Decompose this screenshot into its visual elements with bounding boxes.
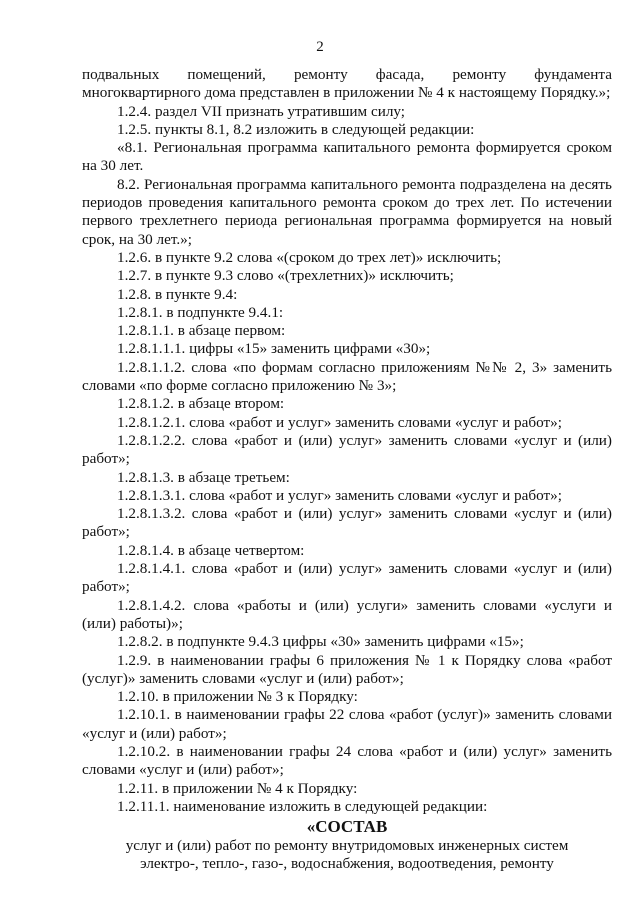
paragraph: 1.2.10.2. в наименовании графы 24 слова «работ и (или) услуг» заменить словами «услуг и (или) работ»; xyxy=(82,742,612,779)
paragraph: 1.2.8.1.3. в абзаце третьем: xyxy=(117,468,290,486)
paragraph: 1.2.8.1.3.1. слова «работ и услуг» заменить словами «услуг и работ»; xyxy=(117,486,562,504)
paragraph: 1.2.8.1. в подпункте 9.4.1: xyxy=(117,303,284,321)
paragraph: 1.2.8.1.2. в абзаце втором: xyxy=(117,395,285,413)
paragraph: 1.2.7. в пункте 9.3 слово «(трехлетних)» исключить; xyxy=(117,267,454,285)
paragraph: 1.2.8.1.1. в абзаце первом: xyxy=(117,322,286,340)
paragraph: 1.2.8.1.2.2. слова «работ и (или) услуг» заменить словами «услуг и (или) работ»; xyxy=(82,431,612,468)
paragraph: 1.2.4. раздел VII признать утратившим силу; xyxy=(117,102,406,120)
paragraph: 1.2.8.1.4.2. слова «работы и (или) услуги» заменить словами «услуги и (или) работы)»; xyxy=(82,596,612,632)
paragraph: 1.2.9. в наименовании графы 6 приложения № 1 к Порядку слова «работ (услуг)» заменить словами «услуг и (или) работ»; xyxy=(82,651,612,687)
paragraph: 1.2.8.2. в подпункте 9.4.3 цифры «30» заменить цифрами «15»; xyxy=(117,633,524,651)
document-body xyxy=(82,66,612,874)
paragraph: 1.2.8.1.4.1. слова «работ и (или) услуг» заменить словами «услуг и (или) работ»; xyxy=(82,560,612,596)
paragraph: 1.2.8. в пункте 9.4: xyxy=(117,285,238,303)
paragraph: подвальных помещений, ремонту фасада, ремонту фундамента многоквартирного дома представлен в приложении № 4 к настоящему Порядку.»; xyxy=(82,66,612,102)
page-number: 2 xyxy=(316,39,324,55)
paragraph: 1.2.6. в пункте 9.2 слова «(сроком до трех лет)» исключить; xyxy=(117,248,502,266)
section-heading: «СОСТАВ xyxy=(306,817,388,837)
paragraph: 1.2.8.1.1.1. цифры «15» заменить цифрами «30»; xyxy=(117,340,431,358)
paragraph: «8.1. Региональная программа капитального ремонта формируется сроком на 30 лет. xyxy=(82,139,612,175)
paragraph: 1.2.8.1.3.2. слова «работ и (или) услуг» заменить словами «услуг и (или) работ»; xyxy=(82,505,612,541)
paragraph: 1.2.11. в приложении № 4 к Порядку: xyxy=(117,779,358,797)
paragraph: 1.2.8.1.2.1. слова «работ и услуг» заменить словами «услуг и работ»; xyxy=(117,413,562,431)
paragraph: 1.2.8.1.1.2. слова «по формам согласно приложениям №№ 2, 3» заменить словами «по форме согласно приложению № 3»; xyxy=(82,358,612,395)
paragraph: 1.2.8.1.4. в абзаце четвертом: xyxy=(117,541,305,559)
paragraph: 1.2.10.1. в наименовании графы 22 слова «работ (услуг)» заменить словами «услуг и (или) работ»; xyxy=(82,706,612,742)
heading-subtitle-line: электро-, тепло-, газо-, водоснабжения, водоотведения, ремонту xyxy=(140,855,554,873)
paragraph: 8.2. Региональная программа капитального ремонта подразделена на десять периодов проведения капитального ремонта сроком до трех лет. По истечении первого трехлетнего периода региональная программа формируется на новый срок, на 30 лет.»; xyxy=(82,175,612,248)
paragraph: 1.2.10. в приложении № 3 к Порядку: xyxy=(117,688,358,706)
heading-subtitle-line: услуг и (или) работ по ремонту внутридомовых инженерных систем xyxy=(125,837,569,855)
paragraph: 1.2.5. пункты 8.1, 8.2 изложить в следующей редакции: xyxy=(117,120,475,138)
paragraph: 1.2.11.1. наименование изложить в следующей редакции: xyxy=(117,797,488,815)
